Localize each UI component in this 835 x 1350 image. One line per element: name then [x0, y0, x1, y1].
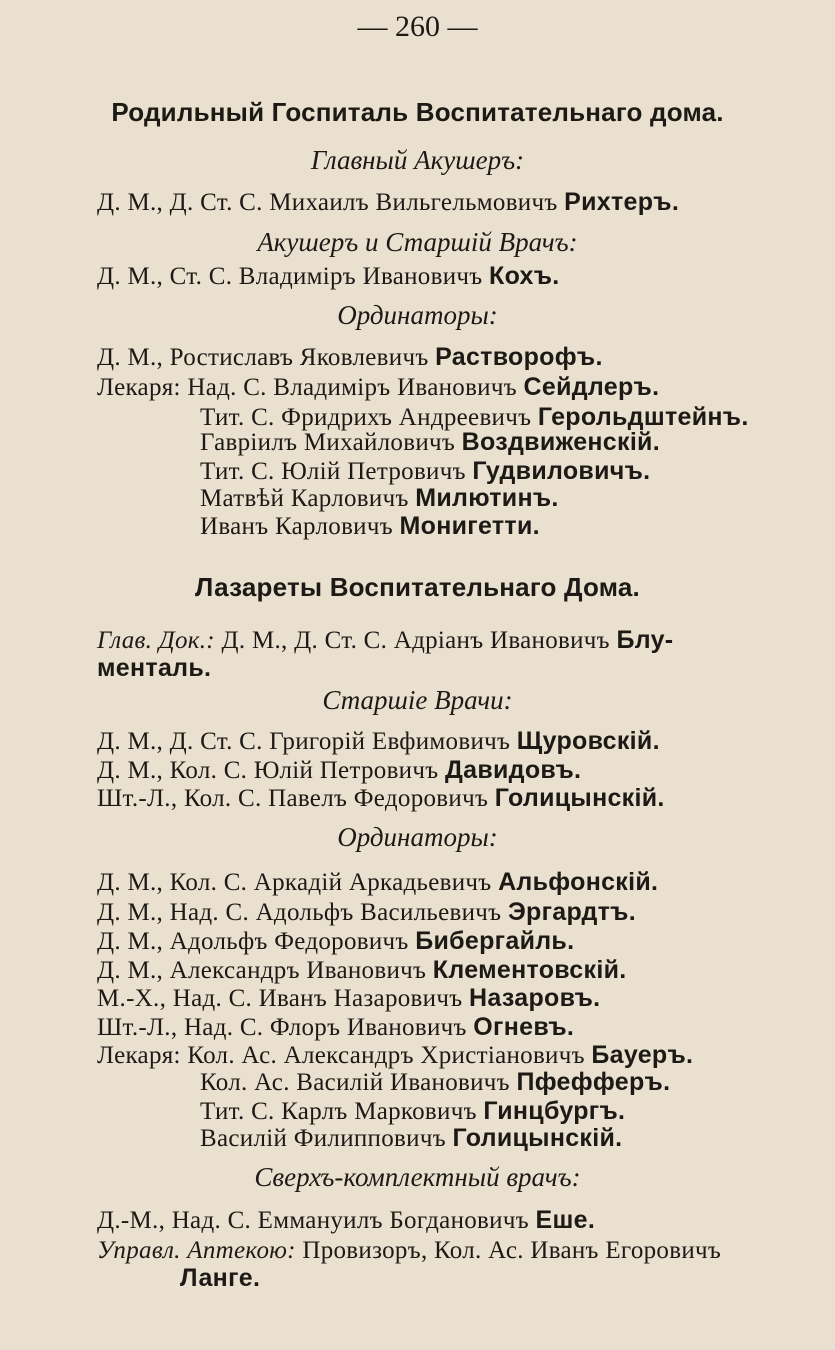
- group-subtitle: Ординаторы:: [337, 822, 498, 852]
- surname: Монигетти.: [399, 512, 540, 540]
- entry-line: Лекаря: Над. С. Владиміръ Ивановичъ Сейдлеръ.: [97, 373, 660, 401]
- entry-line: Д. М., Адольфъ Федоровичъ Бибергайль.: [97, 927, 575, 955]
- entry-line: Матвѣй Карловичъ Милютинъ.: [200, 484, 559, 512]
- surname: Огневъ.: [473, 1013, 575, 1041]
- group-subtitle: Ординаторы:: [337, 300, 498, 330]
- line-label: Управл. Аптекою:: [97, 1237, 296, 1264]
- surname: Клементовскій.: [432, 956, 627, 984]
- surname: Пфефферъ.: [516, 1068, 671, 1096]
- surname: Милютинъ.: [415, 484, 559, 512]
- surname: Бауеръ.: [591, 1041, 694, 1069]
- surname: Сейдлеръ.: [523, 373, 660, 401]
- entry-line: Тит. С. Фридрихъ Андреевичъ Герольдштейнъ.: [200, 403, 749, 431]
- entry-line: Иванъ Карловичъ Монигетти.: [200, 512, 540, 540]
- entry-line: Тит. С. Карлъ Марковичъ Гинцбургъ.: [200, 1097, 626, 1125]
- entry-line: Кол. Ас. Василій Ивановичъ Пфефферъ.: [200, 1068, 671, 1096]
- entry-line: Д. М., Александръ Ивановичъ Клементовскій.: [97, 956, 627, 984]
- surname: Еше.: [535, 1206, 596, 1234]
- entry-line: Гавріилъ Михайловичъ Воздвиженскій.: [200, 428, 660, 456]
- surname: Гудвиловичъ.: [472, 457, 651, 485]
- surname: Бибергайль.: [415, 927, 575, 955]
- surname: Эргардтъ.: [507, 898, 636, 926]
- surname: Гинцбургъ.: [483, 1097, 626, 1125]
- entry-line: Д. М., Кол. С. Аркадій Аркадьевичъ Альфонскій.: [97, 868, 659, 896]
- entry-line: Тит. С. Юлій Петровичъ Гудвиловичъ.: [200, 457, 651, 485]
- section-title: Лазареты Воспитательнаго Дома.: [195, 572, 640, 602]
- surname: Назаровъ.: [469, 984, 601, 1012]
- entry-line: Управл. Аптекою: Провизоръ, Кол. Ас. Иванъ Егоровичъ: [97, 1237, 722, 1264]
- head-line: Глав. Док.: Д. М., Д. Ст. С. Адріанъ Ивановичъ Блу-: [97, 626, 674, 654]
- group-subtitle: Акушеръ и Старшій Врачъ:: [257, 227, 578, 257]
- surname: Ланге.: [180, 1264, 261, 1292]
- entry-line: Д. М., Д. Ст. С. Михаилъ Вильгельмовичъ Рихтеръ.: [97, 188, 680, 216]
- entry-line: Лекаря: Кол. Ас. Александръ Христіановичъ Бауеръ.: [97, 1041, 694, 1069]
- surname: менталь.: [97, 654, 212, 682]
- surname: Блу-: [616, 626, 674, 654]
- surname: Кохъ.: [489, 262, 560, 290]
- entry-line: Д. М., Ростиславъ Яковлевичъ Растворофъ.: [97, 343, 603, 371]
- line-label: Глав. Док.:: [97, 627, 215, 654]
- entry-line: Шт.-Л., Над. С. Флоръ Ивановичъ Огневъ.: [97, 1013, 575, 1041]
- surname: Рихтеръ.: [564, 188, 680, 216]
- entry-line: Д. М., Над. С. Адольфъ Васильевичъ Эргардтъ.: [97, 898, 636, 926]
- surname: Растворофъ.: [435, 343, 603, 371]
- head-line: [97, 654, 211, 683]
- entry-line: М.-Х., Над. С. Иванъ Назаровичъ Назаровъ.: [97, 984, 601, 1012]
- entry-line: Д. М., Ст. С. Владиміръ Ивановичъ Кохъ.: [97, 262, 560, 290]
- entry-line: Д. М., Д. Ст. С. Григорій Евфимовичъ Щуровскій.: [97, 727, 660, 755]
- entry-line: Шт.-Л., Кол. С. Павелъ Федоровичъ Голицынскій.: [97, 784, 665, 812]
- surname: Щуровскій.: [516, 727, 660, 755]
- surname: Герольдштейнъ.: [537, 403, 749, 431]
- entry-line: Д. М., Кол. С. Юлій Петровичъ Давидовъ.: [97, 756, 582, 784]
- surname: Голицынскій.: [494, 784, 665, 812]
- entry-line: Д.-М., Над. С. Еммануилъ Богдановичъ Еше.: [97, 1206, 596, 1234]
- group-subtitle: Главный Акушеръ:: [310, 145, 525, 175]
- entry-line: Василій Филипповичъ Голицынскій.: [200, 1124, 623, 1152]
- surname: Альфонскій.: [498, 868, 659, 896]
- entry-line: [180, 1264, 260, 1293]
- surname: Давидовъ.: [445, 756, 582, 784]
- group-subtitle: Сверхъ-комплектный врачъ:: [254, 1162, 581, 1192]
- group-subtitle: Старшіе Врачи:: [322, 685, 513, 715]
- surname: Воздвиженскій.: [461, 428, 660, 456]
- surname: Голицынскій.: [452, 1124, 623, 1152]
- section-title: Родильный Госпиталь Воспитательнаго дома.: [111, 97, 724, 127]
- page-number: — 260 —: [357, 10, 478, 43]
